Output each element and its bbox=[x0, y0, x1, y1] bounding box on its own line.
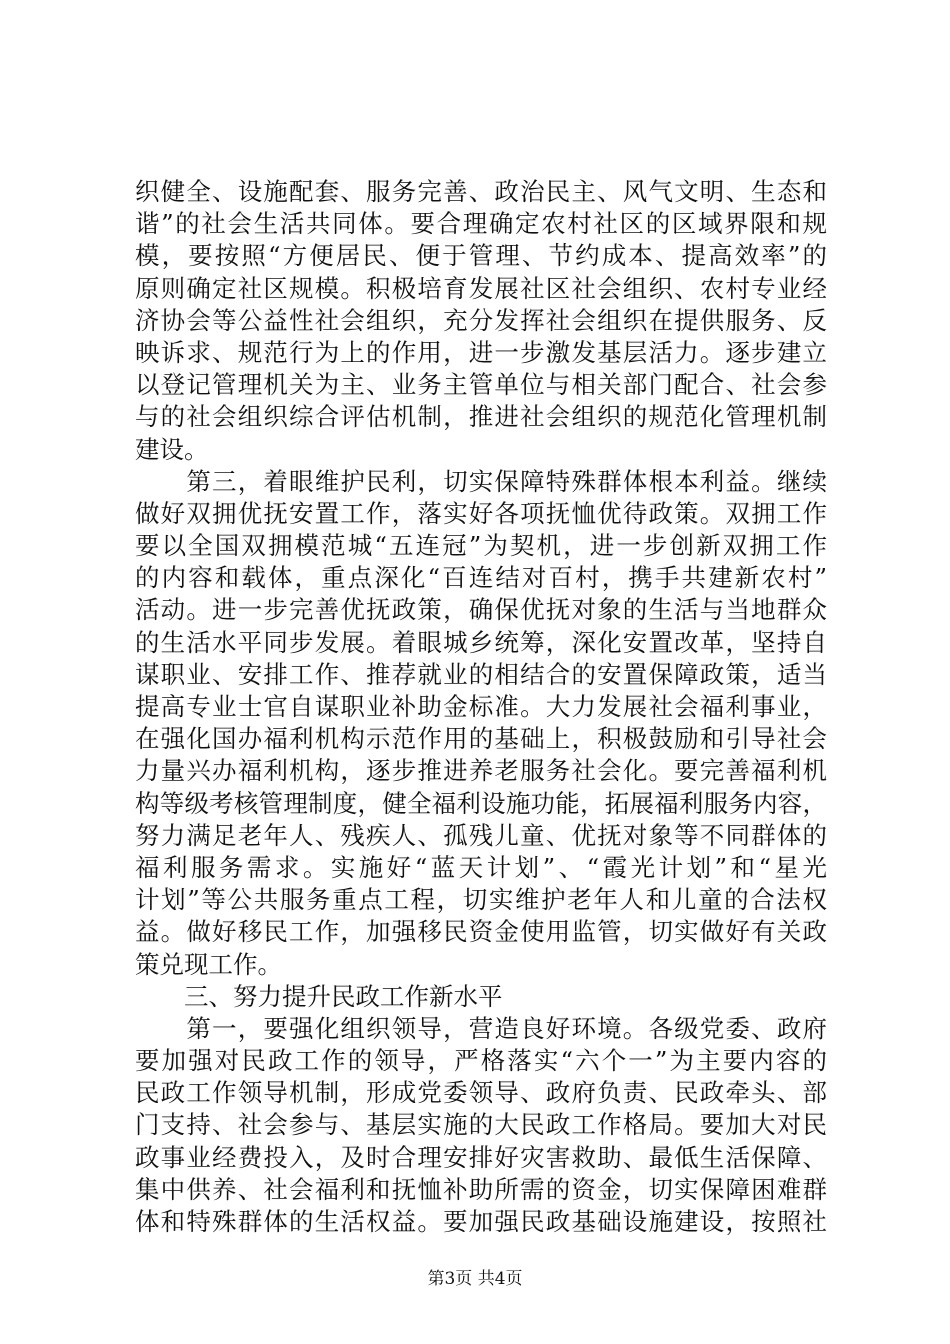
text-line: 与的社会组织综合评估机制，推进社会组织的规范化管理机制 bbox=[135, 402, 827, 432]
text-line: 在强化国办福利机构示范作用的基础上，积极鼓励和引导社会 bbox=[135, 724, 827, 754]
text-line: 的生活水平同步发展。着眼城乡统筹，深化安置改革，坚持自 bbox=[135, 627, 827, 657]
page-footer: 第3页 共4页 bbox=[427, 1269, 523, 1289]
text-line: 要以全国双拥模范城“五连冠”为契机，进一步创新双拥工作 bbox=[135, 531, 827, 561]
text-line: 集中供养、社会福利和抚恤补助所需的资金，切实保障困难群 bbox=[135, 1174, 827, 1204]
text-line: 以登记管理机关为主、业务主管单位与相关部门配合、社会参 bbox=[135, 370, 827, 400]
text-line: 努力满足老年人、残疾人、孤残儿童、优抚对象等不同群体的 bbox=[135, 820, 827, 850]
text-line: 的内容和载体，重点深化“百连结对百村，携手共建新农村” bbox=[135, 563, 827, 593]
text-line: 计划”等公共服务重点工程，切实维护老年人和儿童的合法权 bbox=[135, 885, 827, 915]
text-line: 谋职业、安排工作、推荐就业的相结合的安置保障政策，适当 bbox=[135, 659, 827, 689]
text-line: 要加强对民政工作的领导，严格落实“六个一”为主要内容的 bbox=[135, 1046, 827, 1076]
text-line: 福利服务需求。实施好“蓝天计划”、“霞光计划”和“星光 bbox=[135, 852, 827, 882]
text-line: 活动。进一步完善优抚政策，确保优抚对象的生活与当地群众 bbox=[135, 595, 827, 625]
body-text bbox=[135, 176, 827, 1238]
text-line: 民政工作领导机制，形成党委领导、政府负责、民政牵头、部 bbox=[135, 1078, 827, 1108]
text-line: 体和特殊群体的生活权益。要加强民政基础设施建设，按照社 bbox=[135, 1207, 827, 1236]
text-line: 构等级考核管理制度，健全福利设施功能，拓展福利服务内容， bbox=[135, 788, 827, 818]
text-line: 策兑现工作。 bbox=[135, 949, 282, 979]
text-line: 谐”的社会生活共同体。要合理确定农村社区的区域界限和规 bbox=[135, 209, 827, 239]
text-line: 第一，要强化组织领导，营造良好环境。各级党委、政府 bbox=[135, 1013, 827, 1043]
text-line: 益。做好移民工作，加强移民资金使用监管，切实做好有关政 bbox=[135, 917, 827, 947]
text-line: 做好双拥优抚安置工作，落实好各项抚恤优待政策。双拥工作 bbox=[135, 498, 827, 528]
text-line: 提高专业士官自谋职业补助金标准。大力发展社会福利事业， bbox=[135, 692, 827, 721]
text-line: 济协会等公益性社会组织，充分发挥社会组织在提供服务、反 bbox=[135, 305, 827, 335]
text-line: 三、努力提升民政工作新水平 bbox=[135, 981, 503, 1011]
text-line: 模，要按照“方便居民、便于管理、节约成本、提高效率”的 bbox=[135, 241, 827, 271]
text-line: 原则确定社区规模。积极培育发展社区社会组织、农村专业经 bbox=[135, 273, 827, 303]
text-line: 门支持、社会参与、基层实施的大民政工作格局。要加大对民 bbox=[135, 1110, 827, 1140]
text-line: 织健全、设施配套、服务完善、政治民主、风气文明、生态和 bbox=[135, 177, 827, 206]
text-line: 力量兴办福利机构，逐步推进养老服务社会化。要完善福利机 bbox=[135, 756, 827, 786]
text-line: 政事业经费投入，及时合理安排好灾害救助、最低生活保障、 bbox=[135, 1142, 827, 1172]
text-line: 建设。 bbox=[135, 434, 209, 464]
text-line: 第三，着眼维护民利，切实保障特殊群体根本利益。继续 bbox=[135, 466, 827, 496]
text-line: 映诉求、规范行为上的作用，进一步激发基层活力。逐步建立 bbox=[135, 337, 827, 367]
